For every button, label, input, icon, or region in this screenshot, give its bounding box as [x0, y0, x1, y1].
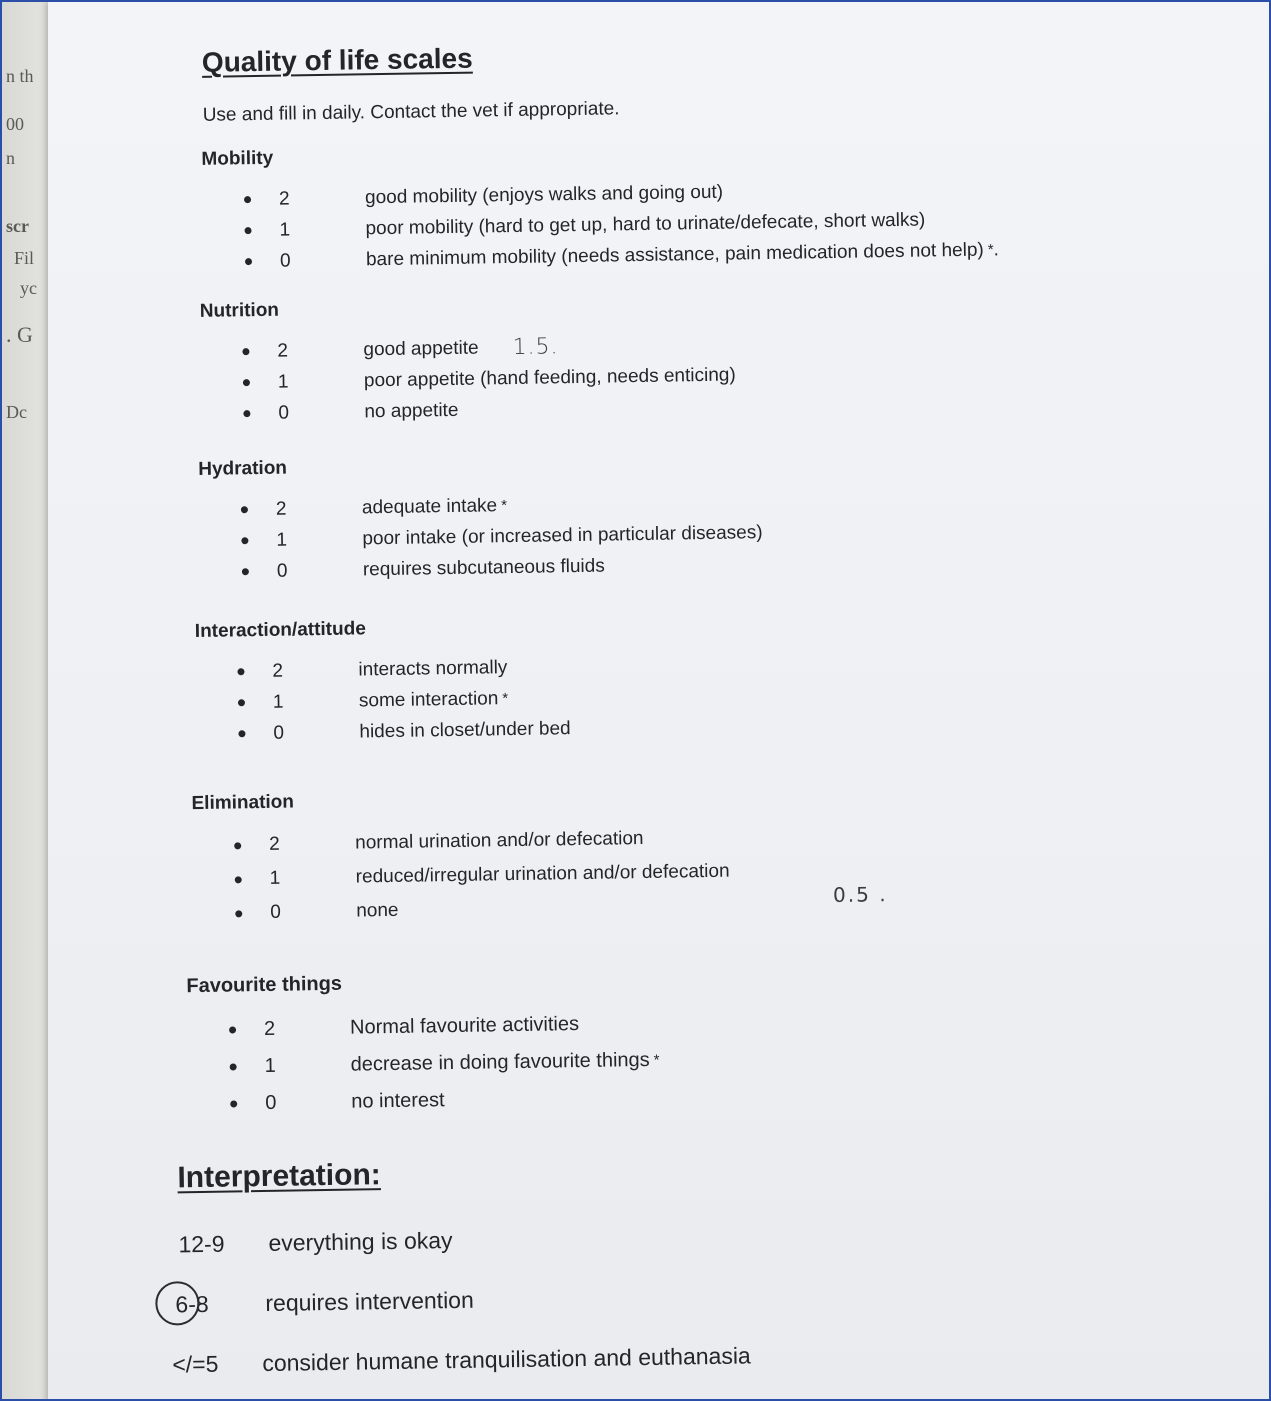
bullet-icon — [235, 910, 242, 917]
score: 1 — [264, 1054, 276, 1077]
section-hydration — [198, 450, 763, 588]
bullet-icon — [230, 1063, 237, 1070]
item-text: bare minimum mobility (needs assistance, pain medication does not help) — [365, 239, 984, 270]
item-text: adequate intake — [361, 494, 498, 518]
score: 2 — [275, 498, 287, 520]
edge-fragment: n th — [6, 66, 34, 86]
score: 1 — [277, 371, 289, 393]
bullet-icon — [230, 1100, 237, 1107]
list-item — [193, 889, 730, 931]
score: 1 — [269, 867, 281, 889]
edge-fragment: 00 — [6, 114, 24, 134]
section-nutrition — [200, 292, 737, 429]
section-interaction — [195, 615, 571, 750]
handwritten-note: 0.5 . — [832, 882, 888, 908]
section-title: Nutrition — [199, 299, 280, 322]
score: 0 — [273, 722, 285, 744]
handwritten-note: 1.5. — [512, 334, 559, 360]
interpretation-text: consider humane tranquilisation and euthanasia — [262, 1342, 751, 1377]
bullet-icon — [242, 568, 249, 575]
score: 2 — [277, 340, 289, 362]
score-range: </=5 — [172, 1350, 219, 1378]
bullet-icon — [243, 379, 250, 386]
item-text: poor appetite (hand feeding, needs enticing) — [363, 363, 736, 391]
bullet-icon — [245, 258, 252, 265]
score: 1 — [272, 691, 284, 713]
bullet-icon — [243, 410, 250, 417]
score: 1 — [279, 218, 291, 241]
bullet-icon — [241, 537, 248, 544]
item-text: Normal favourite activities — [349, 1013, 580, 1039]
score: 2 — [278, 187, 290, 210]
item-text: no interest — [351, 1089, 445, 1113]
list-item — [196, 713, 571, 750]
bullet-icon — [234, 842, 241, 849]
asterisk-mark: * — [653, 1051, 660, 1069]
section-title: Interaction/attitude — [194, 618, 366, 643]
item-text: no appetite — [364, 399, 459, 422]
item-text: good appetite — [363, 337, 479, 360]
score: 2 — [269, 833, 280, 855]
section-elimination — [191, 785, 730, 931]
document-title: Quality of life scales — [201, 42, 473, 78]
interpretation-text: requires intervention — [265, 1286, 474, 1316]
score: 0 — [265, 1091, 277, 1114]
score: 0 — [276, 560, 288, 582]
asterisk-mark: * — [987, 241, 994, 259]
interpretation-row — [178, 1227, 452, 1258]
instructions: Use and fill in daily. Contact the vet if appropriate. — [202, 98, 620, 126]
section-title: Hydration — [198, 457, 288, 480]
edge-fragment: scr — [6, 216, 29, 236]
edge-fragment: . G — [6, 322, 33, 347]
interpretation-title: Interpretation: — [177, 1158, 381, 1195]
score: 0 — [278, 402, 290, 424]
interpretation-row — [175, 1287, 474, 1319]
bullet-icon — [235, 876, 242, 883]
interpretation-text: everything is okay — [268, 1227, 453, 1256]
score: 0 — [270, 901, 282, 923]
item-text: poor intake (or increased in particular diseases) — [362, 521, 763, 549]
edge-fragment: n — [6, 148, 15, 168]
score: 2 — [272, 660, 284, 682]
item-text: requires subcutaneous fluids — [362, 555, 605, 580]
bullet-icon — [241, 506, 248, 513]
asterisk-mark: * — [500, 497, 508, 515]
section-title: Elimination — [191, 791, 295, 815]
item-text: none — [356, 899, 399, 922]
score-range: 12-9 — [178, 1230, 225, 1258]
item-text: hides in closet/under bed — [359, 717, 571, 742]
score-range-circled: 6-8 — [175, 1290, 265, 1318]
score: 0 — [279, 249, 291, 272]
list-item — [188, 1079, 660, 1123]
item-text: some interaction — [358, 687, 499, 711]
bullet-icon — [244, 227, 251, 234]
item-text: poor mobility (hard to get up, hard to urinate/defecate, short walks) — [365, 208, 926, 239]
handwritten-note: . — [993, 238, 1000, 260]
bullet-icon — [238, 699, 245, 706]
section-title: Favourite things — [186, 972, 343, 998]
interpretation-row — [172, 1342, 751, 1378]
section-title: Mobility — [201, 147, 274, 170]
bullet-icon — [237, 668, 244, 675]
item-text: reduced/irregular urination and/or defecation — [355, 860, 730, 888]
item-text: normal urination and/or defecation — [355, 827, 644, 854]
bullet-icon — [242, 348, 249, 355]
score: 2 — [263, 1017, 276, 1040]
edge-fragment: Fil — [14, 248, 35, 268]
section-mobility — [201, 136, 999, 277]
asterisk-mark: * — [502, 690, 509, 708]
edge-fragment: yc — [20, 278, 37, 298]
bullet-icon — [244, 196, 251, 203]
score: 1 — [276, 529, 288, 551]
item-text: decrease in doing favourite things — [350, 1048, 650, 1076]
item-text: interacts normally — [358, 656, 508, 680]
item-text: good mobility (enjoys walks and going out) — [364, 181, 724, 208]
bullet-icon — [238, 730, 245, 737]
edge-fragment: Dc — [6, 402, 27, 422]
section-favourite-things — [186, 968, 660, 1123]
bullet-icon — [229, 1026, 236, 1033]
